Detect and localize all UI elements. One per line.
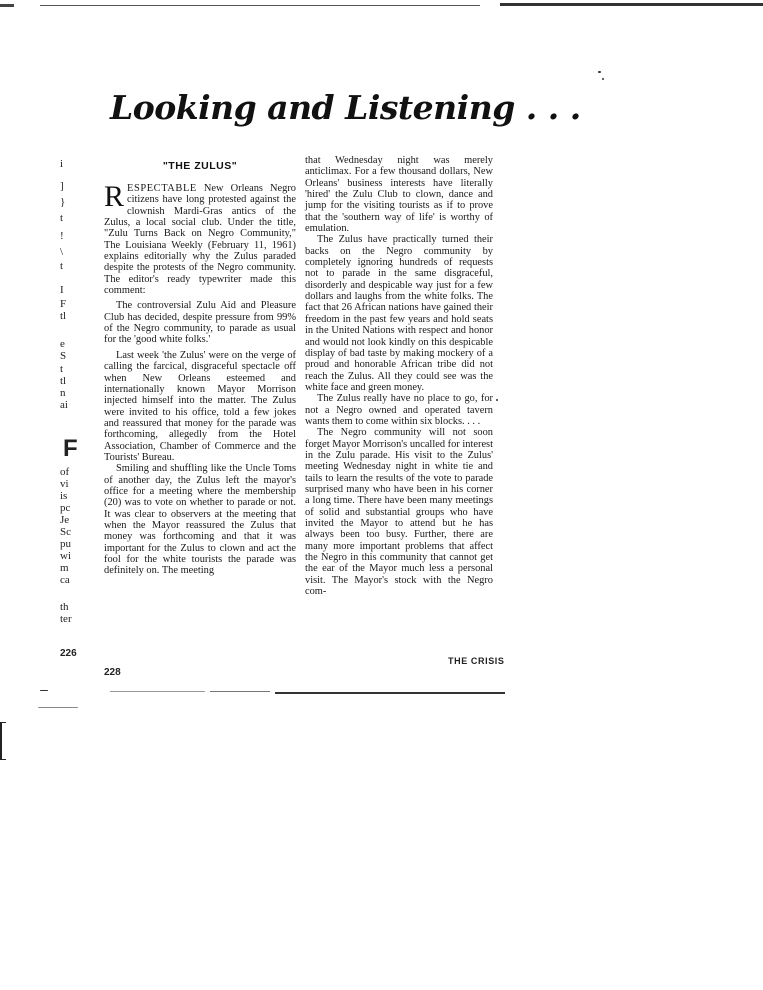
fragment-text: tl bbox=[60, 375, 67, 387]
fragment-text: is bbox=[60, 490, 68, 502]
article-paragraph: The controversial Zulu Aid and Pleasure Club has decided, despite pressure from 99% of the Negro community, to parade as usual for the 'good white folks.' bbox=[104, 300, 296, 346]
article-paragraph: The Zulus have practically turned their backs on the Negro community by completely ignoring hundreds of requests not to parade in the same disgraceful, disorderly and despicable way just for a few dollars and laughs from the white folks. The fact that 26 African nations have gained their freedom in the past few years and hold seats in the United Nations with respect and honor and would not look kindly on this despicable display of bad taste by making mockery of a proud and honorable African tribe did not reach the Zulus. All they could see was the white face and green money. bbox=[305, 234, 493, 393]
fragment-text: wi bbox=[60, 550, 71, 562]
scan-artifact-bracket bbox=[0, 722, 6, 760]
scan-speck bbox=[602, 78, 604, 80]
fragment-text: tl bbox=[60, 310, 67, 322]
article-paragraph: Last week 'the Zulus' were on the verge of calling the farcical, disgraceful spectacle off when New Orleans esteemed and internationally known Mayor Morrison injected himself into the matter. The Zulus were invited to his office, told a few jokes and reassured that money for the parade was forthcoming, allegedly from the Hotel Association, Chamber of Commerce and the Tourists' Bureau. bbox=[104, 349, 296, 463]
fragment-text: t bbox=[60, 363, 64, 375]
page-number: 228 bbox=[104, 667, 121, 678]
fragment-text: ai bbox=[60, 399, 68, 411]
fragment-text: I bbox=[60, 284, 64, 296]
fragment-text: \ bbox=[60, 246, 64, 258]
fragment-text: pc bbox=[60, 502, 71, 514]
scan-speck bbox=[40, 690, 48, 691]
paragraph-lead: ESPECTABLE bbox=[127, 183, 197, 194]
fragment-text: S bbox=[60, 350, 67, 362]
scan-speck bbox=[598, 71, 601, 73]
fragment-text: } bbox=[60, 196, 66, 208]
article-column-left bbox=[104, 180, 296, 577]
fragment-text: Je bbox=[60, 514, 70, 526]
fragment-text: pu bbox=[60, 538, 71, 550]
fragment-text: t bbox=[60, 260, 64, 272]
fragment-text: m bbox=[60, 562, 69, 574]
facing-page-fragments bbox=[60, 150, 90, 670]
scan-artifact-bottom bbox=[110, 691, 505, 694]
fragment-text: n bbox=[60, 387, 66, 399]
fragment-text: Sc bbox=[60, 526, 71, 538]
article-paragraph: The Negro community will not soon forget Mayor Morrison's uncalled for interest in the Zulu parade. His visit to the Zulus' meeting Wednesday night in white tie and tails to learn the results of the vote to parade surprised many who have been in his corner a long time. There have been many meetings of solid and substantial groups who have invited the Mayor to attend but he has always been too busy. Further, there are many more important problems that affect the Negro in this community that cannot get the ear of the Mayor much less a personal visit. The Mayor's stock with the Negro com- bbox=[305, 427, 493, 598]
scan-artifact-top bbox=[0, 3, 763, 7]
fragment-text: th bbox=[60, 601, 69, 613]
fragment-text: ] bbox=[60, 180, 64, 192]
fragment-text: F bbox=[63, 435, 78, 462]
article-paragraph: The Zulus really have no place to go, for not a Negro owned and operated tavern wants them to come within six blocks. . . . bbox=[305, 393, 493, 427]
fragment-text: vi bbox=[60, 478, 69, 490]
fragment-text: 226 bbox=[60, 648, 77, 659]
fragment-text: ter bbox=[60, 613, 72, 625]
drop-cap: R bbox=[104, 180, 125, 213]
article-paragraph bbox=[104, 180, 296, 297]
article-paragraph: Smiling and shuffling like the Uncle Toms of another day, the Zulus left the mayor's office for a meeting where the membership (20) was to vote on whether to parade or not. It was clear to observers at the meeting that when the Mayor reassured the Zulus that money was forthcoming and that it was important for the Zulus to clown and act the fool for the white tourists the parade was definitely on. The meeting bbox=[104, 463, 296, 577]
fragment-text: t bbox=[60, 212, 64, 224]
scan-speck bbox=[496, 399, 498, 401]
magazine-name: THE CRISIS bbox=[448, 656, 505, 666]
fragment-text: ! bbox=[60, 230, 64, 242]
section-title: "THE ZULUS" bbox=[162, 160, 238, 172]
fragment-text: F bbox=[60, 298, 67, 310]
article-paragraph: that Wednesday night was merely anticlimax. For a few thousand dollars, New Orleans' business interests have literally 'hired' the Zulu Club to clown, dance and jump for the visiting tourists as if to prove that the 'southern way of life' is worthy of emulation. bbox=[305, 155, 493, 235]
page-heading: Looking and Listening . . . bbox=[110, 88, 581, 127]
scan-speck bbox=[38, 707, 78, 708]
fragment-text: e bbox=[60, 338, 65, 350]
fragment-text: of bbox=[60, 466, 70, 478]
fragment-text: ca bbox=[60, 574, 70, 586]
paragraph-text: New Orleans Negro citizens have long protested against the clownish Mardi-Gras antics of the Zulus, a local social club. Under the title, "Zulu Turns Back on Negro Community," The Louisiana Weekly (February 11, 1961) explains editorially why the Zulus paraded despite the protests of the Negro community. The editor's ready typewriter made this comment: bbox=[104, 183, 296, 297]
article-column-right bbox=[305, 155, 493, 597]
fragment-text: i bbox=[60, 158, 64, 170]
